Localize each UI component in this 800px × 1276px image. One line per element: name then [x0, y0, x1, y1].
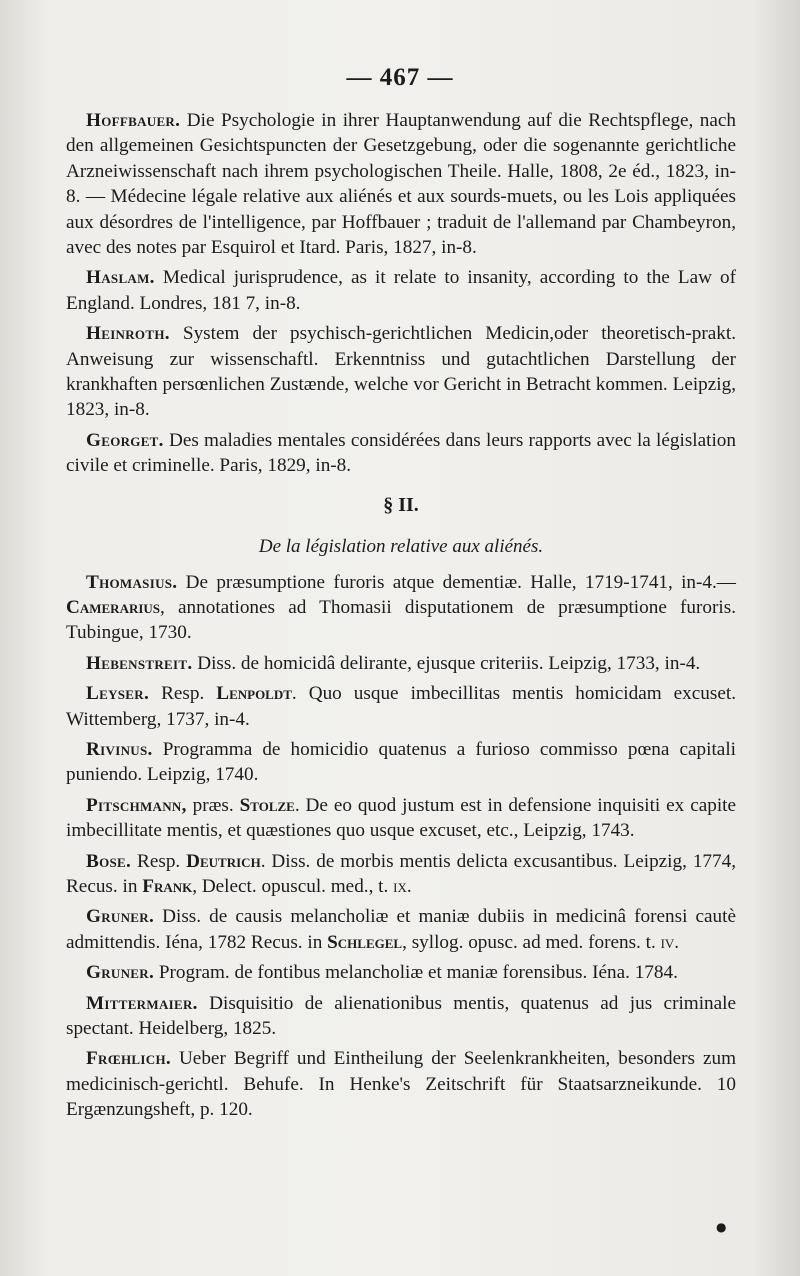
bibliography-entry-heinroth [66, 321, 736, 423]
entry-author: Thomasius. [86, 571, 178, 593]
entry-author: Frœhlich. [86, 1048, 171, 1070]
entry-author: Leyser. [86, 683, 150, 705]
entry-text-secondary: , annotationes ad Thomasii disputationem de præsumptione furoris. Tubingue, 1730. [66, 596, 736, 644]
entry-author-secondary: Stolze [239, 794, 295, 816]
bibliography-entry-hebenstreit [66, 651, 736, 676]
entry-author: Hoffbauer. [86, 110, 181, 131]
entry-text-secondary: , syllog. opusc. ad med. forens. t. [402, 931, 661, 953]
entry-volume-roman: ix [393, 875, 407, 897]
entry-text: Resp. [131, 850, 187, 872]
entry-text-tertiary: , Delect. opuscul. med., t. [192, 875, 394, 897]
entry-text: præs. [186, 794, 240, 816]
entry-author: Pitschmann, [86, 794, 187, 816]
bibliography-entry-gruner-diss [66, 904, 736, 955]
entry-author: Rivinus. [86, 738, 153, 760]
bibliography-entry-gruner-program [66, 960, 736, 985]
entry-text: Disquisitio de alienationibus mentis, quatenus ad jus criminale spectant. Heidelberg, 1825. [66, 992, 736, 1039]
entry-text: Programma de homicidio quatenus a furioso commisso pœna capitali puniendo. Leipzig, 1740. [66, 738, 736, 786]
entry-author-secondary: Camerarius [66, 596, 161, 618]
entry-author: Georget. [86, 429, 164, 451]
bibliography-entry-froehlich [66, 1046, 736, 1122]
entry-author: Heinroth. [86, 323, 170, 345]
section-title: De la législation relative aux aliénés. [258, 536, 544, 558]
entry-text-end: . [406, 875, 412, 897]
entry-text: System der psychisch-gerichtlichen Medicin,oder theoretisch-prakt. Anweisung zur wissenschaftl. Erkenntniss und gutachtlichen Darstellung der krankhaften persœnlichen Zustænde, welche vor Gericht in Betracht kommen. Leipzig, 1823, in-8. [66, 323, 736, 421]
page-number: — 467 — [346, 64, 454, 91]
entry-text-secondary: . Quo usque imbecillitas mentis homicidam excuset. Wittemberg, 1737, in-4. [66, 683, 736, 730]
bibliography-entry-bose [66, 849, 736, 900]
entry-text-secondary: . De eo quod justum est in defensione inquisiti ex capite imbecillitate mentis, et quæstiones quo usque excuset, etc., Leipzig, 1743. [66, 794, 736, 842]
bibliography-entry-thomasius [66, 570, 736, 646]
entry-text: Des maladies mentales considérées dans leurs rapports avec la législation civile et criminelle. Paris, 1829, in-8. [66, 429, 736, 477]
entry-text: Program. de fontibus melancholiæ et maniæ forensibus. Iéna. 1784. [154, 962, 678, 984]
bibliography-entry-haslam [66, 265, 736, 316]
entry-author-secondary: Schlegel [327, 931, 403, 953]
entry-text: Diss. de causis melancholiæ et maniæ dubiis in medicinâ forensi cautè admittendis. Iéna, 1782 Recus. in [66, 906, 736, 953]
entry-author-secondary: Deutrich [186, 850, 261, 872]
bibliography-entry-hoffbauer [66, 108, 736, 260]
entry-text: Ueber Begriff und Eintheilung der Seelenkrankheiten, besonders zum medicinisch-gerichtl. Behufe. In Henke's Zeitschrift für Staatsarzneikunde. 10 Ergænzungsheft, p. 120. [66, 1048, 736, 1121]
bibliography-entry-mittermaier [66, 991, 736, 1042]
entry-author: Bose. [86, 850, 132, 872]
printer-dot: ● [716, 1220, 727, 1234]
section-mark: § II. [383, 493, 419, 516]
bibliography-entry-georget [66, 428, 736, 479]
entry-author: Gruner. [86, 962, 155, 984]
bibliography-entry-leyser [66, 681, 736, 732]
entry-text: Die Psychologie in ihrer Hauptanwendung auf die Rechtspflege, nach den allgemeinen Gesichtspuncten der Gesetzgebung, oder die sogenannte gerichtliche Arzneiwissenschaft nach ihrem psychologischen Theile. Halle, 1808, 2e éd., 1823, in-8. — Médecine légale relative aux aliénés et aux sourds-muets, ou les Lois appliquées aux désordres de l'intelligence, par Hoffbauer ; traduit de l'allemand par Chambeyron, avec des notes par Esquirol et Itard. Paris, 1827, in-8. [66, 110, 736, 259]
entry-author-tertiary: Frank [142, 875, 193, 897]
entry-text-end: . [674, 931, 680, 953]
entry-text: Resp. [149, 683, 217, 705]
bibliography-entry-rivinus [66, 737, 736, 788]
entry-author: Haslam. [86, 267, 155, 289]
entry-text: Diss. de homicidâ delirante, ejusque criteriis. Leipzig, 1733, in-4. [192, 652, 701, 674]
entry-author: Hebenstreit. [86, 652, 193, 674]
entry-volume-roman: iv [660, 931, 675, 953]
entry-author: Mittermaier. [86, 992, 198, 1014]
entry-text: Medical jurisprudence, as it relate to insanity, according to the Law of England. Londres, 181 7, in-8. [66, 267, 736, 314]
entry-text-secondary: . Diss. de morbis mentis delicta excusantibus. Leipzig, 1774, Recus. in [66, 850, 737, 897]
bibliography-entry-pitschmann [66, 793, 736, 844]
page-content [66, 108, 736, 1128]
entry-author-secondary: Lenpoldt [216, 683, 292, 705]
entry-author: Gruner. [86, 906, 155, 928]
entry-text: De præsumptione furoris atque dementiæ. Halle, 1719-1741, in-4.— [177, 571, 736, 593]
